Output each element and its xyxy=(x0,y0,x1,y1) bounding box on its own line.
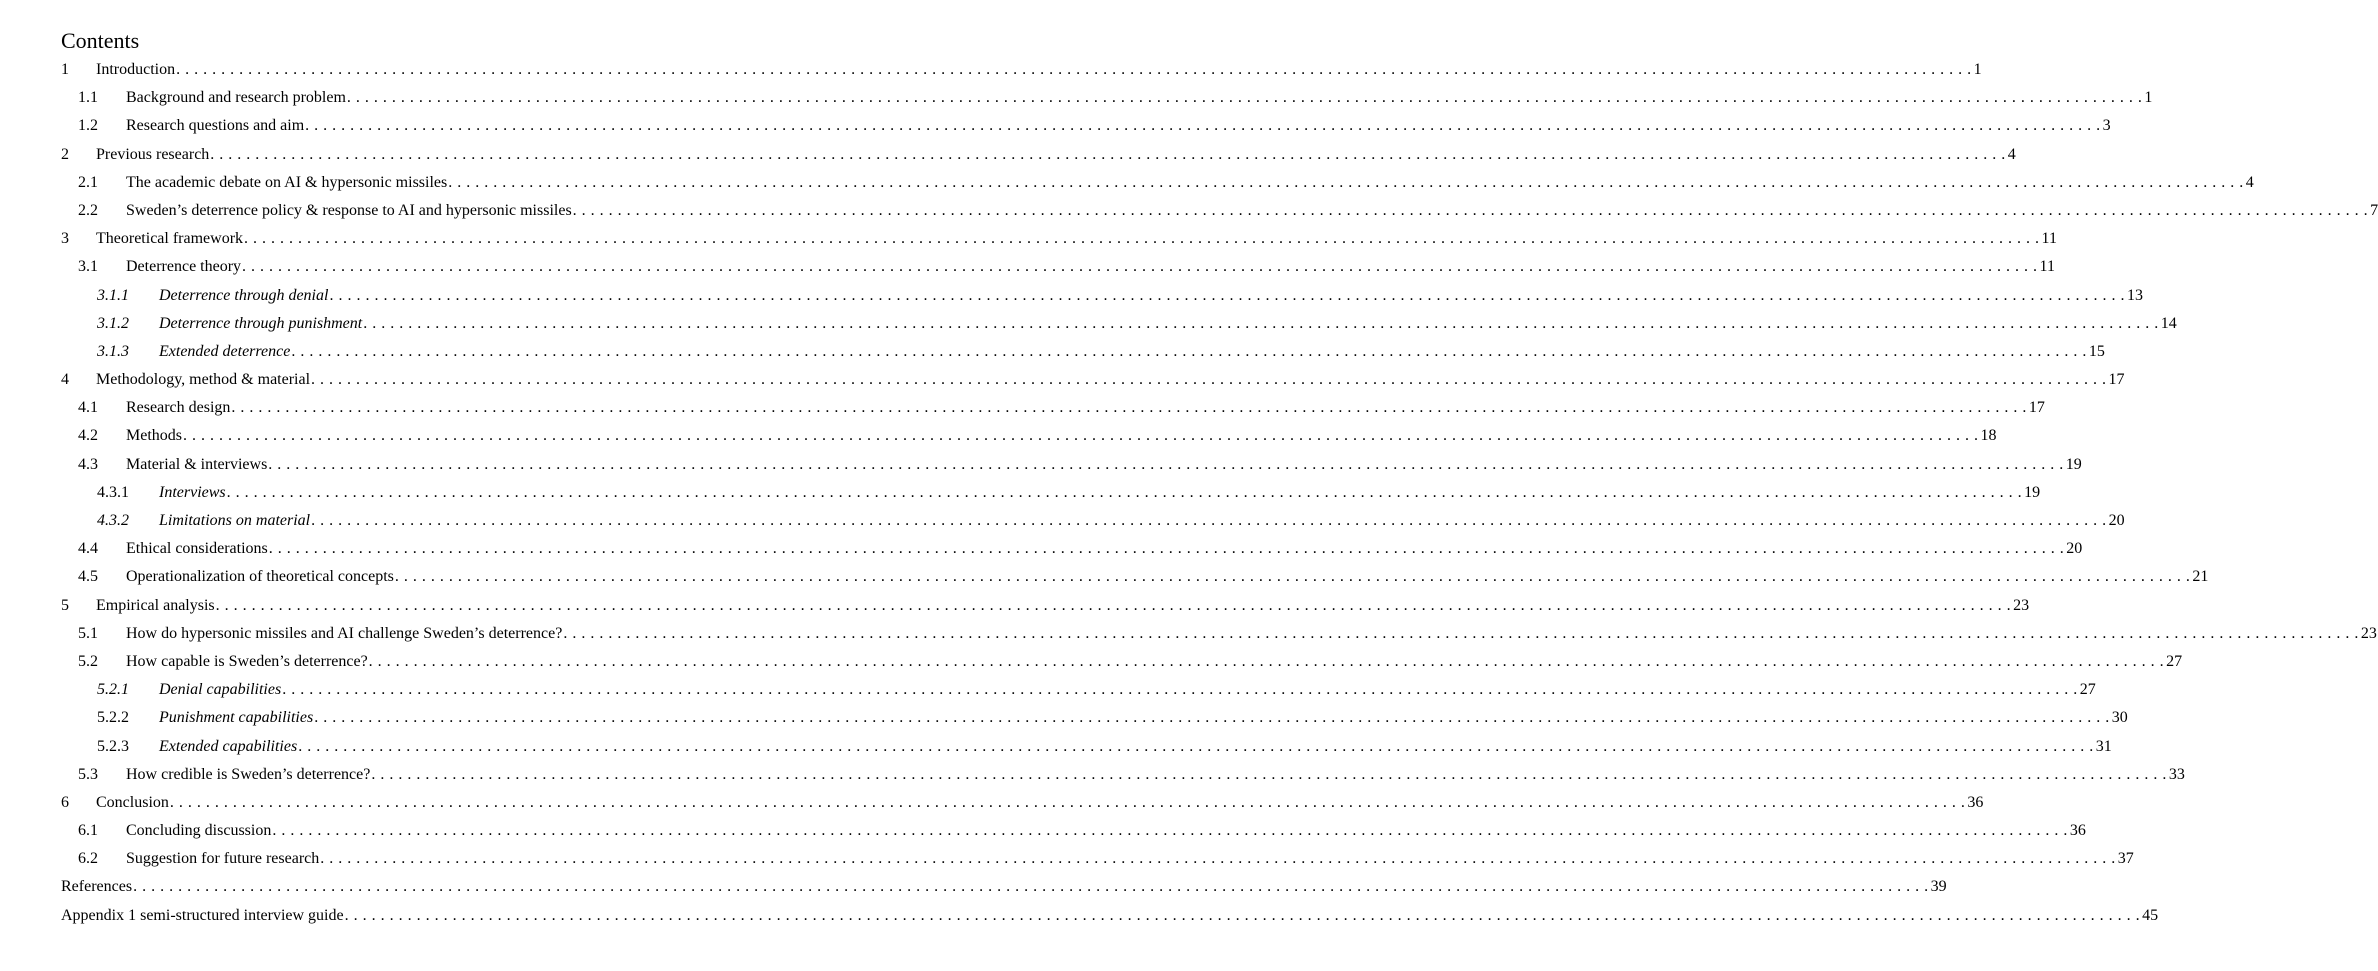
dot-leader: . . . . . . . . . . . . . . . . . . . . . . . . . . . . . . . . . . . . . . . . . . . . . . . . . . . . . . . . . . . . . . . . . . . . . . . . . . . . . . . . . . . . . . . . . . . . . . . . . . . . . . . . . . . . . . . . . . . . . . . . . . . . . . . . . . . . . . . . . . . . . . . . . . . . . . . . . . . . . . . . . . . . . . . . . . . . . . . . . . . . . . . . . . . . . . . . . . . . . . . . xyxy=(133,878,1929,896)
toc-entry-line xyxy=(159,704,2128,732)
toc-entry-number: 4.3 xyxy=(78,455,98,473)
toc-entry[interactable] xyxy=(0,535,2083,563)
toc-entry-line xyxy=(159,479,2041,507)
dot-leader: . . . . . . . . . . . . . . . . . . . . . . . . . . . . . . . . . . . . . . . . . . . . . . . . . . . . . . . . . . . . . . . . . . . . . . . . . . . . . . . . . . . . . . . . . . . . . . . . . . . . . . . . . . . . . . . . . . . . . . . . . . . . . . . . . . . . . . . . . . . . . . . . . . . . . . . . . . . . . . . . . . . . . . . . . . . . . . . . . . . . . . . . . . . . . . . . . . . . . . . . xyxy=(563,624,2359,642)
toc-entry-number: 3.1 xyxy=(78,258,98,276)
toc-entry-number: 4.5 xyxy=(78,568,98,586)
toc-entry-number: 4.3.1 xyxy=(97,483,129,501)
toc-entry[interactable] xyxy=(0,169,2254,197)
dot-leader: . . . . . . . . . . . . . . . . . . . . . . . . . . . . . . . . . . . . . . . . . . . . . . . . . . . . . . . . . . . . . . . . . . . . . . . . . . . . . . . . . . . . . . . . . . . . . . . . . . . . . . . . . . . . . . . . . . . . . . . . . . . . . . . . . . . . . . . . . . . . . . . . . . . . . . . . . . . . . . . . . . . . . . . . . . . . . . . . . . . . . . . . . . . . . . . . . . . . . . . . xyxy=(282,681,2078,699)
dot-leader: . . . . . . . . . . . . . . . . . . . . . . . . . . . . . . . . . . . . . . . . . . . . . . . . . . . . . . . . . . . . . . . . . . . . . . . . . . . . . . . . . . . . . . . . . . . . . . . . . . . . . . . . . . . . . . . . . . . . . . . . . . . . . . . . . . . . . . . . . . . . . . . . . . . . . . . . . . . . . . . . . . . . . . . . . . . . . . . . . . . . . . . . . . . . . . . . . . . . . . . . xyxy=(298,737,2094,755)
toc-entry-title: Methods xyxy=(126,427,182,445)
toc-entry-title: Limitations on material xyxy=(159,512,311,529)
toc-entry-line xyxy=(159,507,2125,535)
dot-leader: . . . . . . . . . . . . . . . . . . . . . . . . . . . . . . . . . . . . . . . . . . . . . . . . . . . . . . . . . . . . . . . . . . . . . . . . . . . . . . . . . . . . . . . . . . . . . . . . . . . . . . . . . . . . . . . . . . . . . . . . . . . . . . . . . . . . . . . . . . . . . . . . . . . . . . . . . . . . . . . . . . . . . . . . . . . . . . . . . . . . . . . . . . . . . . . . . . . . . . . . xyxy=(226,483,2023,501)
dot-leader: . . . . . . . . . . . . . . . . . . . . . . . . . . . . . . . . . . . . . . . . . . . . . . . . . . . . . . . . . . . . . . . . . . . . . . . . . . . . . . . . . . . . . . . . . . . . . . . . . . . . . . . . . . . . . . . . . . . . . . . . . . . . . . . . . . . . . . . . . . . . . . . . . . . . . . . . . . . . . . . . . . . . . . . . . . . . . . . . . . . . . . . . . . . . . . . . . . . . . . . . xyxy=(305,117,2101,135)
toc-entry-number: 3.1.1 xyxy=(97,286,129,304)
toc-entry-title: Appendix 1 semi-structured interview guide xyxy=(61,906,344,924)
toc-entry-line xyxy=(126,394,2045,422)
toc-entry-number: 1 xyxy=(61,61,69,78)
toc-entry-page-number: 20 xyxy=(2066,540,2083,558)
toc-entry-page-number: 14 xyxy=(2160,314,2177,332)
toc-entry-title: Theoretical framework xyxy=(96,230,244,248)
toc-entry-line xyxy=(126,620,2377,648)
toc-entry-page-number: 7 xyxy=(2370,201,2378,219)
toc-entry[interactable] xyxy=(0,676,2096,704)
toc-entry-number: 1.2 xyxy=(78,117,98,135)
toc-entry[interactable] xyxy=(0,507,2125,535)
toc-entry-number: 4.3.2 xyxy=(97,512,129,529)
toc-entry-page-number: 1 xyxy=(2144,89,2153,107)
toc-entry[interactable] xyxy=(0,902,2159,930)
toc-entry-title: Interviews xyxy=(159,483,226,501)
toc-entry-title: Empirical analysis xyxy=(96,596,215,614)
toc-entry-line xyxy=(159,676,2096,704)
dot-leader: . . . . . . . . . . . . . . . . . . . . . . . . . . . . . . . . . . . . . . . . . . . . . . . . . . . . . . . . . . . . . . . . . . . . . . . . . . . . . . . . . . . . . . . . . . . . . . . . . . . . . . . . . . . . . . . . . . . . . . . . . . . . . . . . . . . . . . . . . . . . . . . . . . . . . . . . . . . . . . . . . . . . . . . . . . . . . . . . . . . . . . . . . . . . . . . . . . . . . . . . xyxy=(320,850,2116,868)
toc-entry-number: 3.1.2 xyxy=(97,314,129,332)
toc-entry[interactable] xyxy=(0,592,2030,620)
toc-entry[interactable] xyxy=(0,451,2082,479)
table-of-contents xyxy=(0,56,2378,930)
toc-entry-page-number: 1 xyxy=(1973,61,1982,78)
toc-entry-page-number: 18 xyxy=(1980,427,1997,445)
dot-leader: . . . . . . . . . . . . . . . . . . . . . . . . . . . . . . . . . . . . . . . . . . . . . . . . . . . . . . . . . . . . . . . . . . . . . . . . . . . . . . . . . . . . . . . . . . . . . . . . . . . . . . . . . . . . . . . . . . . . . . . . . . . . . . . . . . . . . . . . . . . . . . . . . . . . . . . . . . . . . . . . . . . . . . . . . . . . . . . . . . . . . . . . . . . . . . . . . . . . . . . . xyxy=(448,173,2244,191)
toc-entry[interactable] xyxy=(0,112,2111,140)
toc-entry[interactable] xyxy=(0,84,2153,112)
toc-entry-page-number: 36 xyxy=(2069,822,2086,840)
toc-entry[interactable] xyxy=(0,704,2128,732)
toc-entry-title: Conclusion xyxy=(96,793,169,811)
toc-entry-number: 4.2 xyxy=(78,427,98,445)
toc-entry-line xyxy=(126,169,2254,197)
dot-leader: . . . . . . . . . . . . . . . . . . . . . . . . . . . . . . . . . . . . . . . . . . . . . . . . . . . . . . . . . . . . . . . . . . . . . . . . . . . . . . . . . . . . . . . . . . . . . . . . . . . . . . . . . . . . . . . . . . . . . . . . . . . . . . . . . . . . . . . . . . . . . . . . . . . . . . . . . . . . . . . . . . . . . . . . . . . . . . . . . . . . . . . . . . . . . . . . . . . . . . . . xyxy=(368,652,2165,670)
dot-leader: . . . . . . . . . . . . . . . . . . . . . . . . . . . . . . . . . . . . . . . . . . . . . . . . . . . . . . . . . . . . . . . . . . . . . . . . . . . . . . . . . . . . . . . . . . . . . . . . . . . . . . . . . . . . . . . . . . . . . . . . . . . . . . . . . . . . . . . . . . . . . . . . . . . . . . . . . . . . . . . . . . . . . . . . . . . . . . . . . . . . . . . . . . . . . . . . . . . . . . . . xyxy=(210,145,2006,163)
toc-entry-line xyxy=(96,789,1984,817)
toc-entry-page-number: 15 xyxy=(2088,342,2105,360)
toc-entry-title: Concluding discussion xyxy=(126,822,272,840)
toc-entry-line xyxy=(126,648,2183,676)
toc-entry-line xyxy=(126,845,2134,873)
toc-entry-page-number: 27 xyxy=(2166,652,2183,670)
toc-entry-number: 5.3 xyxy=(78,765,98,783)
dot-leader: . . . . . . . . . . . . . . . . . . . . . . . . . . . . . . . . . . . . . . . . . . . . . . . . . . . . . . . . . . . . . . . . . . . . . . . . . . . . . . . . . . . . . . . . . . . . . . . . . . . . . . . . . . . . . . . . . . . . . . . . . . . . . . . . . . . . . . . . . . . . . . . . . . . . . . . . . . . . . . . . . . . . . . . . . . . . . . . . . . . . . . . . . . . . . . . . . . . . . . . . xyxy=(329,286,2125,304)
toc-entry-number: 6 xyxy=(61,793,69,811)
toc-entry-number: 5.2 xyxy=(78,652,98,670)
dot-leader: . . . . . . . . . . . . . . . . . . . . . . . . . . . . . . . . . . . . . . . . . . . . . . . . . . . . . . . . . . . . . . . . . . . . . . . . . . . . . . . . . . . . . . . . . . . . . . . . . . . . . . . . . . . . . . . . . . . . . . . . . . . . . . . . . . . . . . . . . . . . . . . . . . . . . . . . . . . . . . . . . . . . . . . . . . . . . . . . . . . . . . . . . . . . . . . . . . . . . . . . xyxy=(363,314,2159,332)
toc-entry[interactable] xyxy=(0,620,2377,648)
toc-entry[interactable] xyxy=(0,197,2378,225)
dot-leader: . . . . . . . . . . . . . . . . . . . . . . . . . . . . . . . . . . . . . . . . . . . . . . . . . . . . . . . . . . . . . . . . . . . . . . . . . . . . . . . . . . . . . . . . . . . . . . . . . . . . . . . . . . . . . . . . . . . . . . . . . . . . . . . . . . . . . . . . . . . . . . . . . . . . . . . . . . . . . . . . . . . . . . . . . . . . . . . . . . . . . . . . . . . . . . . . . . . . . . . . xyxy=(311,512,2107,529)
toc-entry-number: 2.2 xyxy=(78,201,98,219)
toc-entry-title: Punishment capabilities xyxy=(159,709,314,727)
toc-entry-line xyxy=(96,56,1982,84)
toc-entry-line xyxy=(126,112,2111,140)
toc-entry-number: 5.2.2 xyxy=(97,709,129,727)
toc-entry-line xyxy=(159,733,2112,761)
toc-entry-title: Deterrence through punishment xyxy=(159,314,363,332)
toc-entry-line xyxy=(96,225,2057,253)
toc-entry-page-number: 13 xyxy=(2126,286,2143,304)
toc-entry-line xyxy=(126,84,2153,112)
toc-entry-title: Research questions and aim xyxy=(126,117,305,135)
toc-entry[interactable] xyxy=(0,845,2134,873)
toc-entry-line xyxy=(126,451,2082,479)
toc-entry-line xyxy=(126,817,2086,845)
dot-leader: . . . . . . . . . . . . . . . . . . . . . . . . . . . . . . . . . . . . . . . . . . . . . . . . . . . . . . . . . . . . . . . . . . . . . . . . . . . . . . . . . . . . . . . . . . . . . . . . . . . . . . . . . . . . . . . . . . . . . . . . . . . . . . . . . . . . . . . . . . . . . . . . . . . . . . . . . . . . . . . . . . . . . . . . . . . . . . . . . . . . . . . . . . . . . . . . . . . . . . . . xyxy=(291,342,2087,360)
dot-leader: . . . . . . . . . . . . . . . . . . . . . . . . . . . . . . . . . . . . . . . . . . . . . . . . . . . . . . . . . . . . . . . . . . . . . . . . . . . . . . . . . . . . . . . . . . . . . . . . . . . . . . . . . . . . . . . . . . . . . . . . . . . . . . . . . . . . . . . . . . . . . . . . . . . . . . . . . . . . . . . . . . . . . . . . . . . . . . . . . . . . . . . . . . . . . . . . . . . . . . . . xyxy=(268,455,2064,473)
toc-entry-line xyxy=(61,902,2159,930)
toc-entry-page-number: 17 xyxy=(2028,399,2045,417)
toc-entry-title: Operationalization of theoretical concepts xyxy=(126,568,394,586)
toc-entry-title: References xyxy=(61,878,133,896)
dot-leader: . . . . . . . . . . . . . . . . . . . . . . . . . . . . . . . . . . . . . . . . . . . . . . . . . . . . . . . . . . . . . . . . . . . . . . . . . . . . . . . . . . . . . . . . . . . . . . . . . . . . . . . . . . . . . . . . . . . . . . . . . . . . . . . . . . . . . . . . . . . . . . . . . . . . . . . . . . . . . . . . . . . . . . . . . . . . . . . . . . . . . . . . . . . . . . . . . . . . . . . . xyxy=(242,258,2038,276)
toc-entry-title: The academic debate on AI & hypersonic missiles xyxy=(126,173,448,191)
toc-entry[interactable] xyxy=(0,253,2055,281)
toc-entry-number: 4.1 xyxy=(78,399,98,417)
toc-entry[interactable] xyxy=(0,422,1997,450)
toc-entry-number: 5.2.3 xyxy=(97,737,129,755)
toc-entry-number: 3.1.3 xyxy=(97,342,129,360)
toc-entry-line xyxy=(126,563,2209,591)
toc-entry[interactable] xyxy=(0,282,2143,310)
toc-entry-title: Ethical considerations xyxy=(126,540,268,558)
dot-leader: . . . . . . . . . . . . . . . . . . . . . . . . . . . . . . . . . . . . . . . . . . . . . . . . . . . . . . . . . . . . . . . . . . . . . . . . . . . . . . . . . . . . . . . . . . . . . . . . . . . . . . . . . . . . . . . . . . . . . . . . . . . . . . . . . . . . . . . . . . . . . . . . . . . . . . . . . . . . . . . . . . . . . . . . . . . . . . . . . . . . . . . . . . . . . . . . . . . . . . . . xyxy=(346,89,2143,107)
dot-leader: . . . . . . . . . . . . . . . . . . . . . . . . . . . . . . . . . . . . . . . . . . . . . . . . . . . . . . . . . . . . . . . . . . . . . . . . . . . . . . . . . . . . . . . . . . . . . . . . . . . . . . . . . . . . . . . . . . . . . . . . . . . . . . . . . . . . . . . . . . . . . . . . . . . . . . . . . . . . . . . . . . . . . . . . . . . . . . . . . . . . . . . . . . . . . . . . . . . . . . . . xyxy=(183,427,1979,445)
dot-leader: . . . . . . . . . . . . . . . . . . . . . . . . . . . . . . . . . . . . . . . . . . . . . . . . . . . . . . . . . . . . . . . . . . . . . . . . . . . . . . . . . . . . . . . . . . . . . . . . . . . . . . . . . . . . . . . . . . . . . . . . . . . . . . . . . . . . . . . . . . . . . . . . . . . . . . . . . . . . . . . . . . . . . . . . . . . . . . . . . . . . . . . . . . . . . . . . . . . . . . . . xyxy=(572,201,2369,219)
toc-entry[interactable] xyxy=(0,761,2185,789)
toc-entry-line xyxy=(96,141,2016,169)
toc-entry-number: 4 xyxy=(61,371,69,389)
toc-entry[interactable] xyxy=(0,648,2183,676)
toc-entry-page-number: 23 xyxy=(2360,624,2377,642)
dot-leader: . . . . . . . . . . . . . . . . . . . . . . . . . . . . . . . . . . . . . . . . . . . . . . . . . . . . . . . . . . . . . . . . . . . . . . . . . . . . . . . . . . . . . . . . . . . . . . . . . . . . . . . . . . . . . . . . . . . . . . . . . . . . . . . . . . . . . . . . . . . . . . . . . . . . . . . . . . . . . . . . . . . . . . . . . . . . . . . . . . . . . . . . . . . . . . . . . . . . . . . . xyxy=(215,596,2012,614)
page-title: Contents xyxy=(61,28,140,53)
dot-leader: . . . . . . . . . . . . . . . . . . . . . . . . . . . . . . . . . . . . . . . . . . . . . . . . . . . . . . . . . . . . . . . . . . . . . . . . . . . . . . . . . . . . . . . . . . . . . . . . . . . . . . . . . . . . . . . . . . . . . . . . . . . . . . . . . . . . . . . . . . . . . . . . . . . . . . . . . . . . . . . . . . . . . . . . . . . . . . . . . . . . . . . . . . . . . . . . . . . . . . . . xyxy=(311,371,2107,389)
toc-entry-title: Deterrence through denial xyxy=(159,286,329,304)
toc-entry-number: 3 xyxy=(61,230,69,248)
dot-leader: . . . . . . . . . . . . . . . . . . . . . . . . . . . . . . . . . . . . . . . . . . . . . . . . . . . . . . . . . . . . . . . . . . . . . . . . . . . . . . . . . . . . . . . . . . . . . . . . . . . . . . . . . . . . . . . . . . . . . . . . . . . . . . . . . . . . . . . . . . . . . . . . . . . . . . . . . . . . . . . . . . . . . . . . . . . . . . . . . . . . . . . . . . . . . . . . . . . . . . . . xyxy=(314,709,2110,727)
toc-entry-title: Previous research xyxy=(96,145,210,163)
toc-entry-line xyxy=(126,422,1997,450)
dot-leader: . . . . . . . . . . . . . . . . . . . . . . . . . . . . . . . . . . . . . . . . . . . . . . . . . . . . . . . . . . . . . . . . . . . . . . . . . . . . . . . . . . . . . . . . . . . . . . . . . . . . . . . . . . . . . . . . . . . . . . . . . . . . . . . . . . . . . . . . . . . . . . . . . . . . . . . . . . . . . . . . . . . . . . . . . . . . . . . . . . . . . . . . . . . . . . . . . . . . . . . . xyxy=(272,822,2068,840)
toc-entry-title: Deterrence theory xyxy=(126,258,242,276)
toc-entry[interactable] xyxy=(0,338,2105,366)
toc-entry-line xyxy=(126,761,2185,789)
toc-entry-line xyxy=(159,310,2177,338)
toc-entry-number: 2.1 xyxy=(78,173,98,191)
toc-entry[interactable] xyxy=(0,394,2045,422)
toc-entry-page-number: 17 xyxy=(2108,371,2125,389)
toc-entry-title: How credible is Sweden’s deterrence? xyxy=(126,765,371,783)
dot-leader: . . . . . . . . . . . . . . . . . . . . . . . . . . . . . . . . . . . . . . . . . . . . . . . . . . . . . . . . . . . . . . . . . . . . . . . . . . . . . . . . . . . . . . . . . . . . . . . . . . . . . . . . . . . . . . . . . . . . . . . . . . . . . . . . . . . . . . . . . . . . . . . . . . . . . . . . . . . . . . . . . . . . . . . . . . . . . . . . . . . . . . . . . . . . . . . . . . . . . . . . xyxy=(176,61,1972,78)
toc-entry-line xyxy=(126,253,2055,281)
toc-entry-page-number: 27 xyxy=(2079,681,2096,699)
toc-entry[interactable] xyxy=(0,479,2041,507)
toc-entry-number: 6.2 xyxy=(78,850,98,868)
toc-entry-page-number: 3 xyxy=(2102,117,2111,135)
toc-entry-page-number: 19 xyxy=(2024,483,2041,501)
toc-entry-page-number: 36 xyxy=(1967,793,1984,811)
toc-entry-title: Suggestion for future research xyxy=(126,850,320,868)
toc-entry[interactable] xyxy=(0,817,2086,845)
dot-leader: . . . . . . . . . . . . . . . . . . . . . . . . . . . . . . . . . . . . . . . . . . . . . . . . . . . . . . . . . . . . . . . . . . . . . . . . . . . . . . . . . . . . . . . . . . . . . . . . . . . . . . . . . . . . . . . . . . . . . . . . . . . . . . . . . . . . . . . . . . . . . . . . . . . . . . . . . . . . . . . . . . . . . . . . . . . . . . . . . . . . . . . . . . . . . . . . . . . . . . . . xyxy=(344,906,2141,924)
toc-entry-number: 4.4 xyxy=(78,540,98,558)
toc-entry-title: How do hypersonic missiles and AI challenge Sweden’s deterrence? xyxy=(126,624,563,642)
toc-entry-page-number: 39 xyxy=(1930,878,1947,896)
toc-entry-page-number: 11 xyxy=(2041,230,2057,248)
dot-leader: . . . . . . . . . . . . . . . . . . . . . . . . . . . . . . . . . . . . . . . . . . . . . . . . . . . . . . . . . . . . . . . . . . . . . . . . . . . . . . . . . . . . . . . . . . . . . . . . . . . . . . . . . . . . . . . . . . . . . . . . . . . . . . . . . . . . . . . . . . . . . . . . . . . . . . . . . . . . . . . . . . . . . . . . . . . . . . . . . . . . . . . . . . . . . . . . . . . . . . . . xyxy=(231,399,2027,417)
dot-leader: . . . . . . . . . . . . . . . . . . . . . . . . . . . . . . . . . . . . . . . . . . . . . . . . . . . . . . . . . . . . . . . . . . . . . . . . . . . . . . . . . . . . . . . . . . . . . . . . . . . . . . . . . . . . . . . . . . . . . . . . . . . . . . . . . . . . . . . . . . . . . . . . . . . . . . . . . . . . . . . . . . . . . . . . . . . . . . . . . . . . . . . . . . . . . . . . . . . . . . . . xyxy=(371,765,2167,783)
toc-entry-title: Extended deterrence xyxy=(159,342,291,360)
toc-entry[interactable] xyxy=(0,873,1947,901)
toc-entry-page-number: 31 xyxy=(2095,737,2112,755)
toc-entry-page-number: 21 xyxy=(2192,568,2209,586)
toc-entry[interactable] xyxy=(0,733,2112,761)
toc-entry[interactable] xyxy=(0,789,1984,817)
toc-entry[interactable] xyxy=(0,310,2177,338)
toc-entry-page-number: 37 xyxy=(2117,850,2134,868)
toc-entry[interactable] xyxy=(0,141,2016,169)
dot-leader: . . . . . . . . . . . . . . . . . . . . . . . . . . . . . . . . . . . . . . . . . . . . . . . . . . . . . . . . . . . . . . . . . . . . . . . . . . . . . . . . . . . . . . . . . . . . . . . . . . . . . . . . . . . . . . . . . . . . . . . . . . . . . . . . . . . . . . . . . . . . . . . . . . . . . . . . . . . . . . . . . . . . . . . . . . . . . . . . . . . . . . . . . . . . . . . . . . . . . . . . xyxy=(268,540,2065,558)
toc-entry-number: 5.2.1 xyxy=(97,681,129,699)
toc-entry-page-number: 30 xyxy=(2111,709,2128,727)
toc-entry-title: Denial capabilities xyxy=(159,681,282,699)
toc-entry[interactable] xyxy=(0,225,2057,253)
toc-entry[interactable] xyxy=(0,56,1982,84)
toc-entry-title: Introduction xyxy=(96,61,176,78)
toc-entry-page-number: 23 xyxy=(2013,596,2030,614)
toc-entry-line xyxy=(126,535,2083,563)
toc-entry[interactable] xyxy=(0,563,2209,591)
toc-entry-page-number: 11 xyxy=(2039,258,2055,276)
toc-entry-page-number: 4 xyxy=(2245,173,2254,191)
toc-entry-page-number: 19 xyxy=(2065,455,2082,473)
toc-entry-line xyxy=(61,873,1947,901)
toc-entry-number: 5 xyxy=(61,596,69,614)
toc-entry-title: Background and research problem xyxy=(126,89,346,107)
toc-entry-page-number: 45 xyxy=(2142,906,2159,924)
toc-entry-number: 2 xyxy=(61,145,69,163)
dot-leader: . . . . . . . . . . . . . . . . . . . . . . . . . . . . . . . . . . . . . . . . . . . . . . . . . . . . . . . . . . . . . . . . . . . . . . . . . . . . . . . . . . . . . . . . . . . . . . . . . . . . . . . . . . . . . . . . . . . . . . . . . . . . . . . . . . . . . . . . . . . . . . . . . . . . . . . . . . . . . . . . . . . . . . . . . . . . . . . . . . . . . . . . . . . . . . . . . . . . . . . . xyxy=(394,568,2191,586)
toc-entry-line xyxy=(96,592,2030,620)
toc-entry-number: 6.1 xyxy=(78,822,98,840)
toc-entry-page-number: 4 xyxy=(2007,145,2016,163)
dot-leader: . . . . . . . . . . . . . . . . . . . . . . . . . . . . . . . . . . . . . . . . . . . . . . . . . . . . . . . . . . . . . . . . . . . . . . . . . . . . . . . . . . . . . . . . . . . . . . . . . . . . . . . . . . . . . . . . . . . . . . . . . . . . . . . . . . . . . . . . . . . . . . . . . . . . . . . . . . . . . . . . . . . . . . . . . . . . . . . . . . . . . . . . . . . . . . . . . . . . . . . . xyxy=(169,793,1966,811)
toc-entry-title: Extended capabilities xyxy=(159,737,298,755)
toc-entry-page-number: 20 xyxy=(2108,512,2125,529)
dot-leader: . . . . . . . . . . . . . . . . . . . . . . . . . . . . . . . . . . . . . . . . . . . . . . . . . . . . . . . . . . . . . . . . . . . . . . . . . . . . . . . . . . . . . . . . . . . . . . . . . . . . . . . . . . . . . . . . . . . . . . . . . . . . . . . . . . . . . . . . . . . . . . . . . . . . . . . . . . . . . . . . . . . . . . . . . . . . . . . . . . . . . . . . . . . . . . . . . . . . . . . . xyxy=(244,230,2040,248)
toc-entry-title: Sweden’s deterrence policy & response to AI and hypersonic missiles xyxy=(126,201,572,219)
toc-entry-title: Research design xyxy=(126,399,231,417)
toc-entry-line xyxy=(96,366,2125,394)
toc-entry-title: Material & interviews xyxy=(126,455,268,473)
toc-entry-line xyxy=(126,197,2378,225)
toc-entry-number: 1.1 xyxy=(78,89,98,107)
toc-entry-number: 5.1 xyxy=(78,624,98,642)
toc-entry-line xyxy=(159,282,2143,310)
toc-entry-title: Methodology, method & material xyxy=(96,371,311,389)
toc-entry-page-number: 33 xyxy=(2168,765,2185,783)
toc-entry-title: How capable is Sweden’s deterrence? xyxy=(126,652,368,670)
toc-entry-line xyxy=(159,338,2105,366)
toc-entry[interactable] xyxy=(0,366,2125,394)
